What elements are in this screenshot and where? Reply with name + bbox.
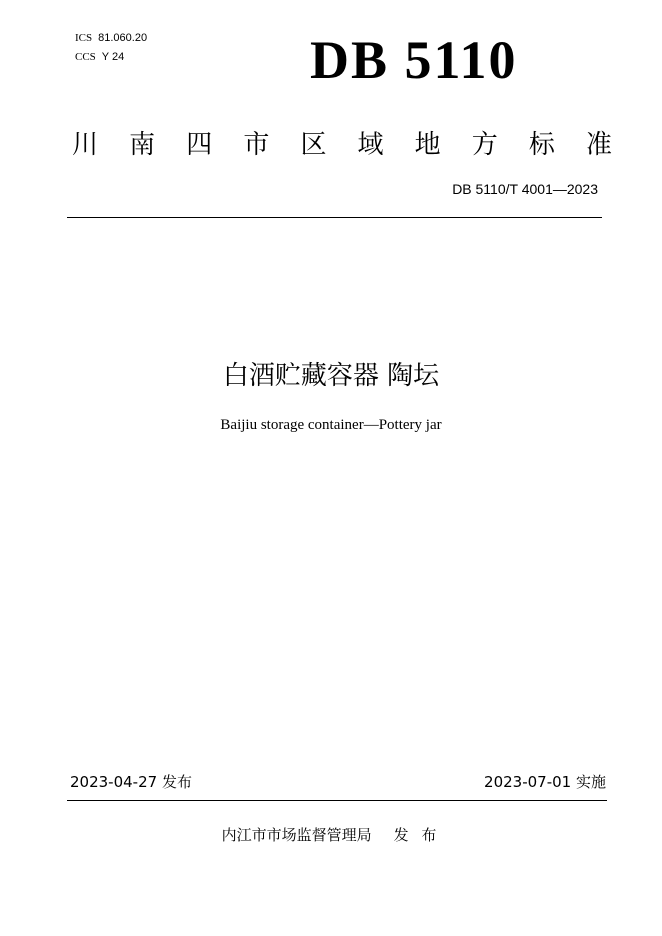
category-char: 地 — [414, 130, 441, 160]
ccs-classification — [75, 51, 124, 63]
issuing-authority: 内江市市场监督管理局 — [221, 826, 372, 844]
category-char: 标 — [528, 130, 555, 160]
ccs-code: Y 24 — [101, 51, 125, 63]
category-char: 四 — [186, 130, 213, 160]
footer-divider — [67, 800, 607, 801]
document-title-english: Baijiu storage container—Pottery jar — [220, 417, 442, 433]
issuer-line — [0, 824, 662, 845]
category-char: 南 — [129, 130, 156, 160]
ics-label: ICS — [75, 32, 93, 44]
category-char: 域 — [357, 130, 384, 160]
standard-category-title — [72, 128, 612, 162]
category-char: 准 — [585, 130, 612, 160]
document-title-chinese: 白酒贮藏容器 陶坛 — [222, 361, 440, 391]
category-char: 区 — [300, 130, 327, 160]
standard-mark: DB 5110 — [310, 30, 518, 90]
implementation-date: 2023-07-01 实施 — [484, 773, 606, 791]
ccs-label: CCS — [75, 51, 96, 63]
category-char: 市 — [243, 130, 270, 160]
category-char: 川 — [72, 130, 99, 160]
ics-code: 81.060.20 — [98, 32, 148, 44]
ics-classification — [75, 32, 147, 44]
header-divider — [67, 217, 602, 218]
standard-number: DB 5110/T 4001—2023 — [452, 181, 598, 197]
category-char: 方 — [471, 130, 498, 160]
issue-label: 发 布 — [393, 826, 441, 844]
publish-date: 2023-04-27 发布 — [70, 773, 192, 791]
